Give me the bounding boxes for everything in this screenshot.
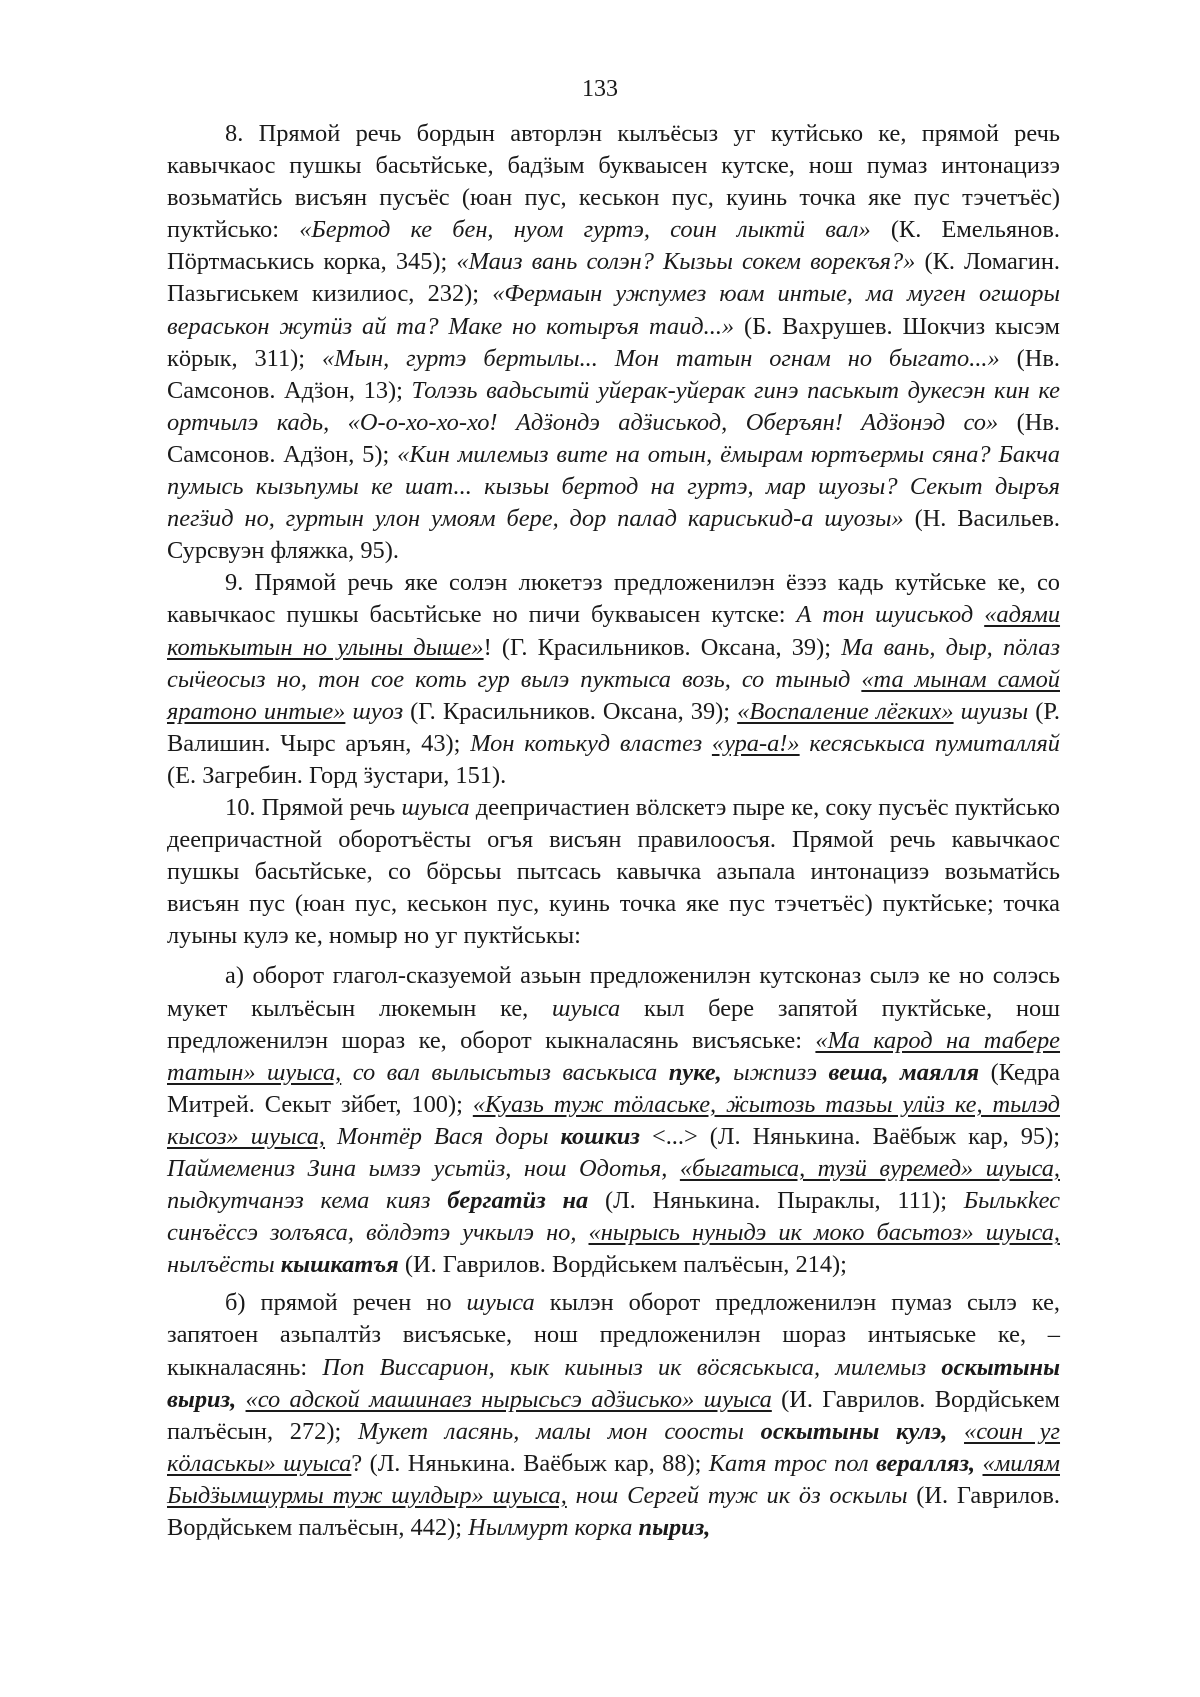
text-run: «соин уг кӧласькы» шуыса [167, 1417, 1061, 1477]
text-run: а) оборот глагол-сказуемой азьын предложенилэн кутсконаз сылэ ке но солэсь мукет кылъёсын люкемын ке, [167, 962, 1060, 1022]
text-run: А тон шуиськод [796, 601, 985, 629]
text-run: нош Сергей туж ик ӧз оскылы [566, 1481, 908, 1509]
text-run: «Кин милемыз вите на отын, ёмырам юртъермы сяна? Бакча пумысь кызьпумы ке шат... кызьы бертод на гуртэ, мар шуозы? Секыт дыръя пегӟид но, гуртын улон умоям бере, дор палад кариськид-а шуозы» [167, 440, 1060, 533]
text-run: (И. Гаврилов. Вордйськем палъёсын, 272); [167, 1385, 1060, 1445]
text-run: 9. Прямой речь яке солэн люкетэз предложенилэн ёзэз кадь кутйське ке, со кавычкаос пушкы басьтйське но пичи буквaысен кутске: [167, 569, 1060, 629]
text-run: вералляз, [876, 1449, 976, 1477]
body-text [167, 118, 1060, 1544]
text-run: кесяськыса пумиталляй [799, 729, 1060, 757]
text-run: шуоз [345, 697, 404, 725]
text-run: (К. Ломагин. Пазьгиськем кизилиос, 232); [167, 248, 1061, 308]
text-run [236, 1386, 245, 1413]
paragraph-9 [167, 567, 1060, 792]
text-run: Нылмурт корка [468, 1514, 639, 1542]
text-run: пыдкутчанэз кема кияз [167, 1187, 448, 1215]
text-run: «Ма карод на табере татын» шуыса, [167, 1026, 1061, 1086]
text-run: «адями котькытын но улыны дыше» [167, 601, 1061, 661]
text-run: (Нв. Самсонов. Адӟон, 5); [167, 408, 1060, 468]
text-run: «ура-а!» [711, 729, 800, 757]
text-run: «быгатыса, тузӥ вуремед» шуыса, [679, 1155, 1060, 1182]
text-run: (Б. Вахрушев. Шокчиз кысэм кӧрык, 311); [167, 312, 1060, 372]
text-run: оскытыны кулэ, [760, 1417, 948, 1445]
text-run: Катя трос пол [708, 1449, 877, 1477]
text-run: «Бертод ке бен, нуом гуртэ, соин лыктӥ вал» [299, 216, 871, 244]
text-run: шуизы [953, 697, 1029, 725]
text-run: ! (Г. Красильников. Оксана, 39); [483, 633, 842, 661]
text-run: «Мын, гуртэ бертылы... Мон татын огнам но быгато...» [322, 344, 1000, 372]
text-run: шуыса [552, 994, 621, 1022]
text-run: кылэн оборот предложенилэн пумаз сылэ ке, запятоен азьпалтйз висъяське, нош предложенилэн шораз интыяське ке, – кыкналасянь: [167, 1289, 1060, 1381]
text-run: «Фермаын ужпумез юам интые, ма муген огшоры вераськон жутӥз ай та? Маке но котыръя таид...» [167, 280, 1061, 340]
text-run: Мон котькуд властез [470, 729, 712, 757]
text-run: «та мынам самой яратоно интые» [167, 665, 1060, 725]
text-run: (Н. Васильев. Сурсвуэн фляжка, 95). [167, 505, 1060, 565]
text-run [975, 1450, 982, 1477]
text-run: кыл бере запятой пуктйське, нош предложенилэн шораз ке, оборот кыкналасянь висъяське: [167, 994, 1060, 1054]
text-run: деепричастиен вӧлскетэ пыре ке, соку пусъёс пуктйсько деепричастной оборотъёсты огъя висъян правилоосъя. Прямой речь кавычкаос пушкы басьтйське, со бӧрсьы пытсась кавычка азьпала интонацизэ возьматйсь висъян пус (юан пус, кеськон пус, куинь точка яке пус тэчетъёс) пуктйське; точка луыны кулэ ке, номыр но уг пуктйськы: [167, 793, 1061, 950]
text-run: кошкиз [560, 1122, 640, 1150]
text-run: (И. Гаврилов. Вордйськем палъёсын, 214); [398, 1251, 847, 1279]
text-run: (Г. Красильников. Оксана, 39); [403, 697, 738, 725]
text-run: (Р. Валишин. Чырс аръян, 43); [167, 697, 1060, 757]
text-run: «Маиз вань солэн? Кызьы сокем ворекъя?» [456, 248, 916, 276]
text-run: со вал вылысьтыз васькыса [341, 1058, 669, 1086]
text-run: Толэзь вадьсытӥ уйерак-уйерак гинэ паськыт дукесэн кин ке ортчылэ кадь, «О-о-хо-хо-хо! Адӟондэ адӟиськод, Оберъян! Адӟонэд со» [167, 376, 1060, 436]
text-run: б) прямой речен но [225, 1289, 467, 1317]
text-run: (И. Гаврилов. Вордйськем палъёсын, 442); [167, 1481, 1060, 1542]
text-run: 10. Прямой речь [225, 793, 402, 821]
text-run: веша, маялля [828, 1058, 980, 1086]
text-run: Былькkес синъёссэ золъяса, вӧлдэтэ учкылэ но, [167, 1187, 1061, 1247]
text-run: (Е. Загребин. Горд ӟустари, 151). [167, 761, 507, 789]
text-run: (Л. Нянькина. Пыраклы, 111); [588, 1187, 964, 1215]
text-run: Ма вань, дыр, пӧлаз сыӵеосыз но, тон сое коть гур вылэ пуктыса возь, со тыныд [167, 633, 1060, 693]
text-run: пуке, [668, 1058, 722, 1086]
text-run: нылъёсты [167, 1251, 281, 1279]
text-run: оскытыны выриз, [167, 1353, 1061, 1413]
text-run: «Воспаление лёгких» [737, 697, 954, 725]
text-run: Поп Виссарион, кык киыныз ик вӧсяськыса, милемыз [322, 1353, 942, 1381]
text-run: Монтёр Вася доры [325, 1122, 561, 1150]
text-run: ? (Л. Нянькина. Ваёбыж кар, 88); [351, 1449, 709, 1477]
text-run: (Кедра Митрей. Секыт зйбет, 100); [167, 1058, 1060, 1118]
text-run: (К. Емельянов. Пӧртмаськись корка, 345); [167, 216, 1060, 276]
text-run: «со адской машинаез нырысьсэ адӟисько» шуыса [245, 1385, 772, 1413]
text-run: шуыса [466, 1289, 535, 1317]
text-run: пыриз, [638, 1514, 711, 1542]
text-run: «милям Быдӟымшурмы туж шулдыр» шуыса, [167, 1449, 1060, 1509]
text-run: «Куазь туж тӧлаське, ӝытозь тазьы улӥз ке, тылэд кысоз» шуыса, [167, 1090, 1060, 1150]
paragraph-10 [167, 792, 1060, 952]
text-run: «нырысь нуныдэ ик моко басьтоз» шуыса, [588, 1219, 1060, 1247]
text-run: Паймемениз Зина ымзэ усьтӥз, нош Одотья, [167, 1155, 680, 1182]
text-run: кышкатъя [280, 1251, 399, 1279]
text-run: 8. Прямой речь бордын авторлэн кылъёсыз уг кутйсько ке, прямой речь кавычкаос пушкы басьтйське, бадӟым букваысен кутске, нош пумаз интонацизэ возьматйсь висъян пусъёс (юан пус, кеськон пус, куинь точка яке пус тэчетъёс) пуктйсько: [167, 120, 1060, 244]
text-run [947, 1418, 964, 1445]
text-run: ыжпизэ [721, 1058, 829, 1086]
text-run: <...> (Л. Нянькина. Ваёбыж кар, 95); [639, 1122, 1060, 1150]
page-number: 133 [582, 76, 618, 102]
paragraph-10b [167, 1287, 1060, 1544]
text-run: бергатӥз на [447, 1187, 589, 1215]
text-run: (Нв. Самсонов. Адӟон, 13); [167, 344, 1061, 404]
text-run: Мукет ласянь, малы мон сооcты [358, 1417, 761, 1445]
paragraph-8 [167, 118, 1060, 567]
paragraph-10a [167, 960, 1060, 1281]
text-run: шуыса [401, 793, 470, 821]
